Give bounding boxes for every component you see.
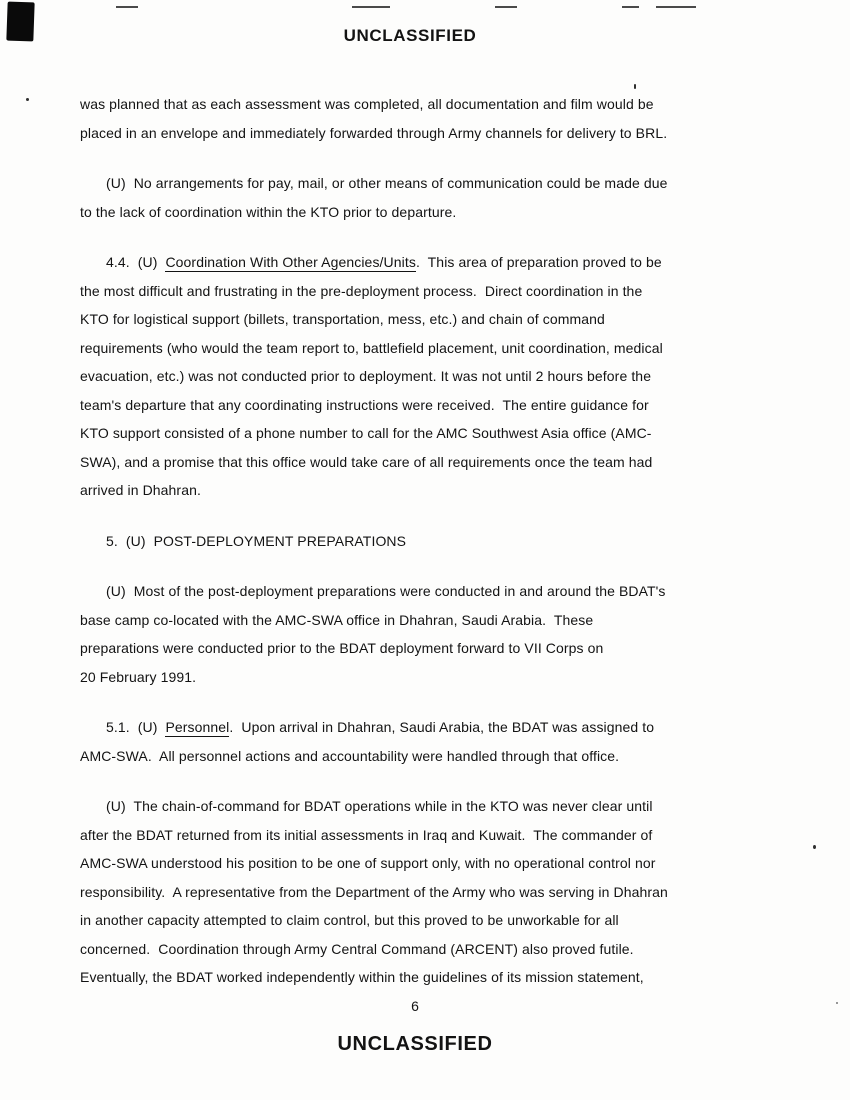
text-line [80,713,770,742]
scan-speck [813,845,816,849]
text-line: preparations were conducted prior to the BDAT deployment forward to VII Corps on [80,640,604,656]
text-segment: 4.4. (U) [106,254,166,270]
classification-header: UNCLASSIFIED [343,26,477,45]
paragraph [80,248,770,505]
scan-artifact-tick [622,6,639,8]
text-line: 20 February 1991. [80,668,197,685]
text-line: was planned that as each assessment was completed, all documentation and film would be [80,96,654,112]
text-segment: 5.1. (U) [106,719,166,735]
text-line: KTO support consisted of a phone number to call for the AMC Southwest Asia office (AMC- [80,425,652,441]
text-segment: . This area of preparation proved to be [415,254,662,270]
paragraph [80,169,770,226]
text-line: AMC-SWA. All personnel actions and accountability were handled through that office. [80,747,620,764]
text-line: (U) Most of the post-deployment preparations were conducted in and around the BDAT's [106,583,666,599]
text-line: arrived in Dhahran. [80,482,201,498]
paragraph [80,713,770,770]
text-line: after the BDAT returned from its initial assessments in Iraq and Kuwait. The commander of [80,826,653,843]
paragraph [80,792,770,992]
text-line: requirements (who would the team report to, battlefield placement, unit coordination, medical [80,339,663,356]
page-number: 6 [411,998,419,1014]
scan-speck [26,98,29,101]
scan-artifact-tick [656,6,696,8]
text-line: base camp co-located with the AMC-SWA office in Dhahran, Saudi Arabia. These [80,611,594,628]
text-line: placed in an envelope and immediately forwarded through Army channels for delivery to BRL. [80,124,668,141]
text-line: AMC-SWA understood his position to be one of support only, with no operational control nor [80,855,656,871]
paragraph [80,90,770,147]
text-line: team's departure that any coordinating instructions were received. The entire guidance for [80,396,649,413]
text-line: (U) No arrangements for pay, mail, or other means of communication could be made due [106,175,668,191]
text-line: to the lack of coordination within the KTO prior to departure. [80,203,457,220]
scan-artifact-tick [495,6,517,8]
text-line: 5. (U) POST-DEPLOYMENT PREPARATIONS [106,532,407,549]
text-line: SWA), and a promise that this office would take care of all requirements once the team had [80,453,653,470]
paragraph [80,527,770,556]
scan-artifact-tick [352,6,390,8]
paragraph [80,577,770,691]
document-body [80,90,770,1014]
text-line: responsibility. A representative from the Department of the Army who was serving in Dhahran [80,883,668,900]
text-line: the most difficult and frustrating in the pre-deployment process. Direct coordination in the [80,282,643,299]
text-line: Eventually, the BDAT worked independently within the guidelines of its mission statement, [80,969,644,985]
text-line: evacuation, etc.) was not conducted prior to deployment. It was not until 2 hours before the [80,368,652,384]
text-line: KTO for logistical support (billets, transportation, mess, etc.) and chain of command [80,311,605,327]
scan-speck [634,84,636,89]
text-line [80,248,770,277]
text-line: (U) The chain-of-command for BDAT operations while in the KTO was never clear until [106,798,653,814]
text-line: concerned. Coordination through Army Central Command (ARCENT) also proved futile. [80,940,634,957]
underlined-phrase: Coordination With Other Agencies/Units [165,254,416,270]
text-line: in another capacity attempted to claim control, but this proved to be unworkable for all [80,912,619,928]
underlined-phrase: Personnel [165,719,230,735]
classification-footer: UNCLASSIFIED [337,1033,493,1055]
scan-artifact-tick [116,6,138,8]
scan-speck [836,1002,838,1004]
text-segment: . Upon arrival in Dhahran, Saudi Arabia, the BDAT was assigned to [229,719,655,735]
